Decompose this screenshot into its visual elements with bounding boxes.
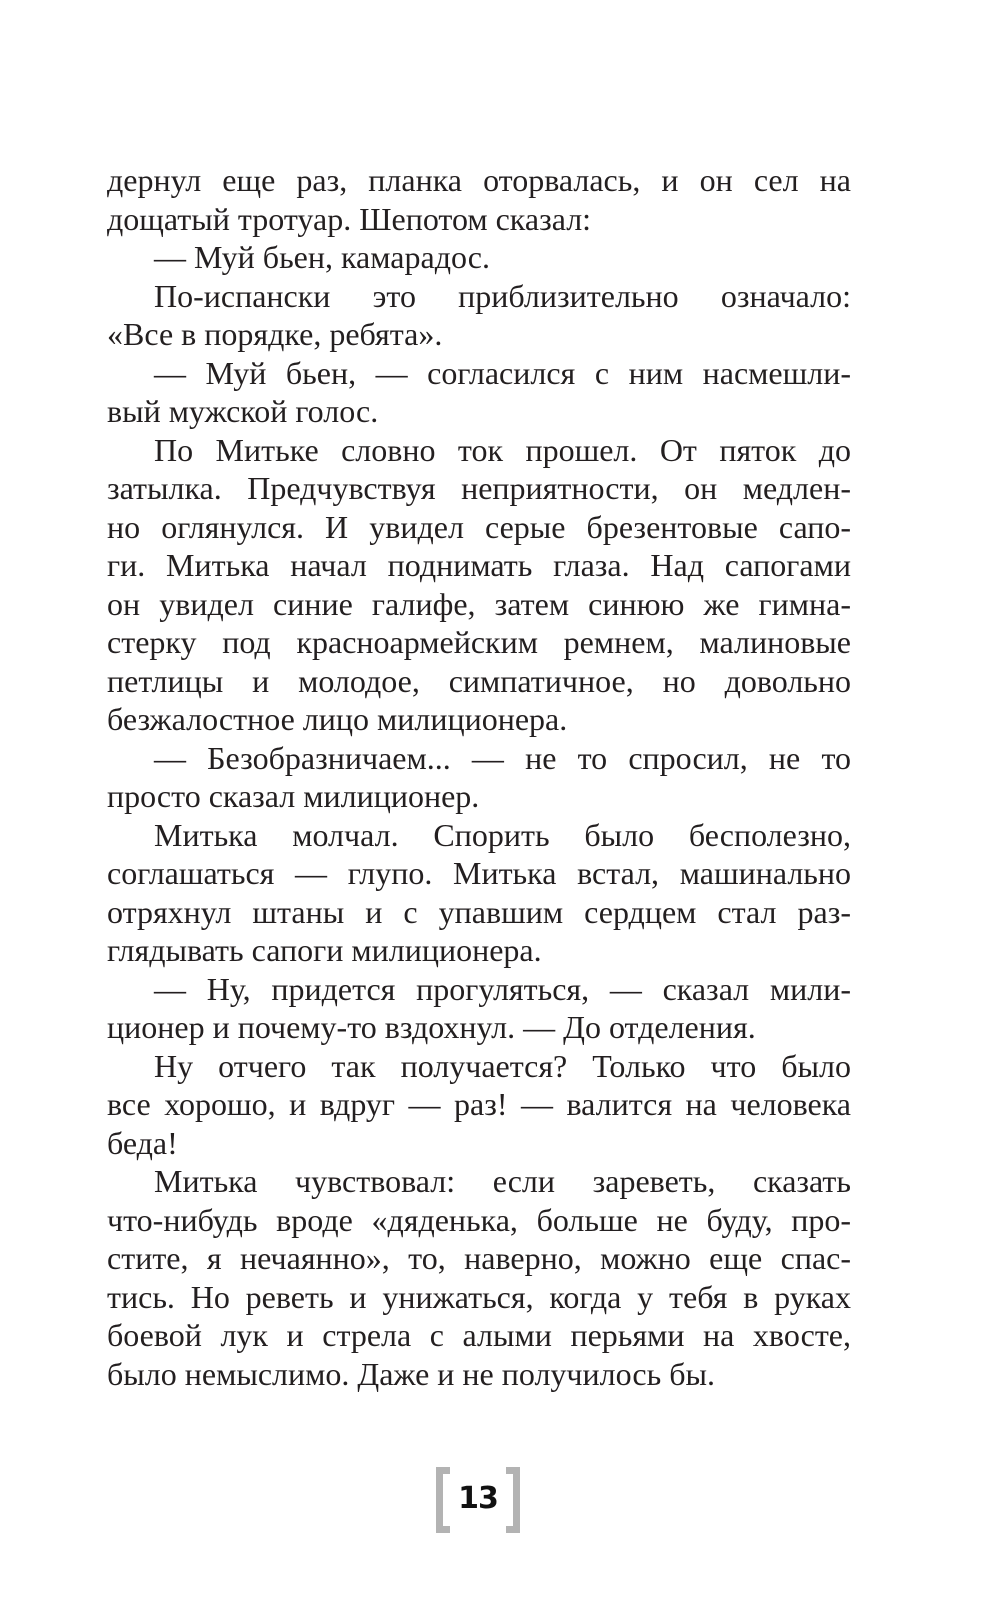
text-line: Ну отчего так получается? Только что было <box>154 1047 851 1084</box>
text-line: соглашаться — глупо. Митька встал, машинально <box>107 855 851 891</box>
text-line: тись. Но реветь и унижаться, когда у тебя в руках <box>107 1278 851 1315</box>
text-line: стите, я нечаянно», то, наверно, можно еще спас- <box>107 1240 851 1276</box>
text-line: петлицы и молодое, симпатичное, но довольно <box>107 662 851 699</box>
text-line: затылка. Предчувствуя неприятности, он медлен- <box>107 470 851 506</box>
text-line: — Муй бьен, — согласился с ним насмешли- <box>154 354 851 391</box>
text-line: было немыслимо. Даже и не получилось бы. <box>107 1355 715 1392</box>
text-line: ги. Митька начал поднимать глаза. Над сапогами <box>107 547 851 583</box>
text-line: что-нибудь вроде «дяденька, больше не буду, про- <box>107 1201 851 1238</box>
text-line: Митька молчал. Спорить было бесполезно, <box>154 816 851 853</box>
right-bracket-icon <box>506 1467 520 1533</box>
body-text <box>107 161 851 1393</box>
text-line: По Митьке словно ток прошел. От пяток до <box>154 431 851 468</box>
text-line: стерку под красноармейским ремнем, малиновые <box>107 624 851 660</box>
text-line: отряхнул штаны и с упавшим сердцем стал раз- <box>107 893 851 930</box>
text-line: — Безобразничаем... — не то спросил, не то <box>154 739 851 776</box>
text-line: но оглянулся. И увидел серые брезентовые сапо- <box>107 508 851 545</box>
page-number: 13 <box>458 1481 498 1516</box>
text-line: — Ну, придется прогуляться, — сказал мили- <box>154 970 851 1007</box>
text-line: — Муй бьен, камарадос. <box>154 239 490 275</box>
text-line: боевой лук и стрела с алыми перьями на хвосте, <box>107 1317 851 1353</box>
page-number-block <box>436 1467 520 1533</box>
text-line: беда! <box>107 1124 178 1161</box>
text-line: просто сказал милиционер. <box>107 778 480 814</box>
text-line: дернул еще раз, планка оторвалась, и он сел на <box>107 162 851 198</box>
text-line: он увидел синие галифе, затем синюю же гимна- <box>107 585 851 622</box>
text-line: безжалостное лицо милиционера. <box>107 701 568 737</box>
text-line: ционер и почему-то вздохнул. — До отделения. <box>107 1009 756 1045</box>
text-line: Митька чувствовал: если зареветь, сказать <box>154 1163 851 1199</box>
text-line: все хорошо, и вдруг — раз! — валится на человека <box>107 1086 851 1122</box>
text-line: По-испански это приблизительно означало: <box>154 277 851 314</box>
text-line: глядывать сапоги милиционера. <box>107 932 542 968</box>
text-line: вый мужской голос. <box>107 393 379 429</box>
text-line: дощатый тротуар. Шепотом сказал: <box>107 200 592 237</box>
text-line: «Все в порядке, ребята». <box>107 316 443 352</box>
